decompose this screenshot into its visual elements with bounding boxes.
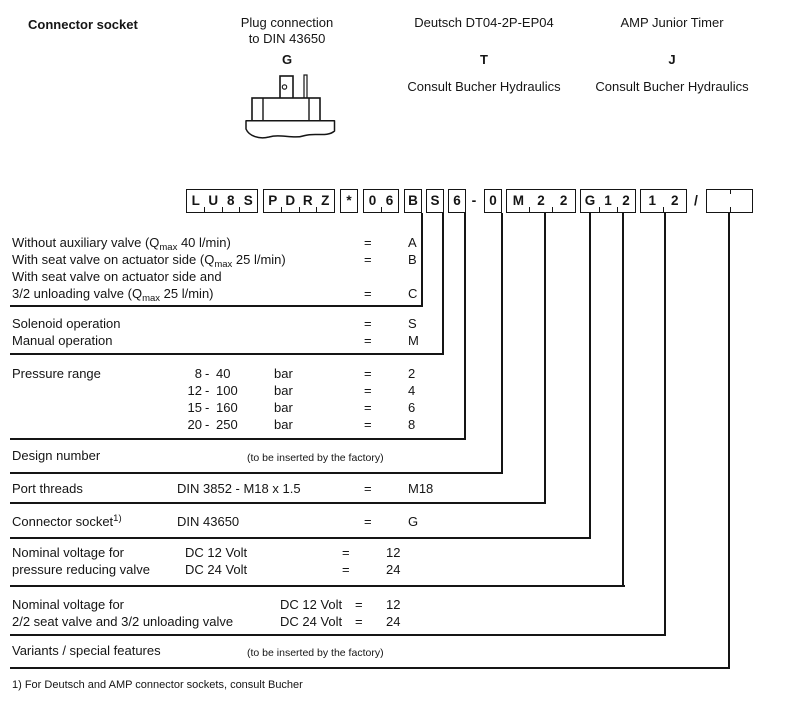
connector-line-volt-seat — [664, 213, 666, 636]
code-char: 6 — [453, 193, 461, 208]
section-rule-pressure — [10, 438, 466, 440]
code-value: 12 — [386, 597, 401, 612]
code-box-lu8s — [186, 189, 258, 213]
operation-row-label: Solenoid operation — [12, 316, 121, 331]
design-number-note: (to be inserted by the factory) — [247, 452, 384, 464]
code-slash: / — [694, 192, 698, 208]
tick — [730, 207, 731, 212]
code-box-m22 — [506, 189, 576, 213]
code-char: P — [268, 193, 278, 208]
code-box-star — [340, 189, 358, 213]
equals-sign: = — [364, 400, 372, 415]
code-box-g12 — [580, 189, 636, 213]
plug-connection-title-line2: to DIN 43650 — [248, 31, 326, 46]
section-rule-operation — [10, 353, 444, 355]
code-box-pdrz — [263, 189, 335, 213]
code-char: 6 — [381, 190, 398, 212]
code-value: 24 — [386, 562, 401, 577]
operation-row-label: Manual operation — [12, 333, 113, 348]
code-char: D — [282, 190, 300, 212]
equals-sign: = — [355, 597, 363, 612]
pressure-min: 12 — [187, 383, 202, 398]
code-char: Z — [317, 190, 335, 212]
plug-code-g: G — [281, 52, 293, 67]
port-threads-spec: DIN 3852 - M18 x 1.5 — [177, 481, 301, 496]
range-dash: - — [205, 400, 210, 415]
equals-sign: = — [364, 417, 372, 432]
aux-row-label: With seat valve on actuator side ($Q_{max}$ 25 l/min) — [12, 252, 286, 270]
section-rule-design — [10, 472, 503, 474]
amp-note: Consult Bucher Hydraulics — [595, 79, 749, 94]
code-box-0 — [484, 189, 502, 213]
pressure-unit: bar — [274, 383, 293, 398]
volt-seat-spec: DC 24 Volt — [280, 614, 343, 629]
variants-note: (to be inserted by the factory) — [247, 647, 384, 659]
pressure-max: 40 — [216, 366, 231, 381]
variants-label: Variants / special features — [12, 643, 161, 658]
pressure-unit: bar — [274, 400, 293, 415]
equals-sign: = — [355, 614, 363, 629]
code-char: L — [191, 193, 200, 208]
plug-drawing — [244, 72, 340, 146]
code-char: 2 — [530, 190, 553, 212]
code-char: 2 — [617, 190, 635, 212]
connector-line-port — [544, 213, 546, 504]
connector-line-connector — [589, 213, 591, 539]
volt-prv-label-line1: Nominal voltage for — [12, 545, 124, 560]
volt-seat-label-line2: 2/2 seat valve and 3/2 unloading valve — [12, 614, 234, 629]
plug-connection-title-line1: Plug connection — [240, 15, 334, 30]
code-box-variants-empty — [706, 189, 753, 213]
volt-seat-label-line1: Nominal voltage for — [12, 597, 124, 612]
pressure-max: 250 — [216, 417, 238, 432]
connector-socket-label: Connector socket$^{1)}$ — [12, 513, 122, 529]
code-char: 1 — [648, 193, 656, 208]
code-char: 0 — [368, 193, 377, 208]
code-char: R — [299, 190, 317, 212]
connector-line-aux — [421, 213, 423, 307]
equals-sign: = — [364, 252, 372, 267]
volt-prv-spec: DC 24 Volt — [185, 562, 248, 577]
code-box-b — [404, 189, 422, 213]
code-value: 6 — [408, 400, 416, 415]
pressure-unit: bar — [274, 366, 293, 381]
equals-sign: = — [364, 514, 372, 529]
tick — [730, 190, 731, 194]
code-char: S — [240, 190, 258, 212]
pressure-max: 100 — [216, 383, 238, 398]
section-rule-aux — [10, 305, 423, 307]
amp-title: AMP Junior Timer — [620, 15, 724, 30]
code-char: G — [584, 193, 596, 208]
port-threads-label: Port threads — [12, 481, 83, 496]
equals-sign: = — [364, 316, 372, 331]
section-rule-connector — [10, 537, 591, 539]
connector-line-variants — [728, 213, 730, 669]
code-char: S — [430, 193, 440, 208]
equals-sign: = — [364, 366, 372, 381]
deutsch-code-t: T — [480, 52, 488, 67]
code-value: 2 — [408, 366, 416, 381]
code-box-12 — [640, 189, 687, 213]
equals-sign: = — [364, 286, 372, 301]
code-char: 8 — [222, 190, 240, 212]
code-box-s — [426, 189, 444, 213]
code-value: M18 — [408, 481, 434, 496]
code-char: 1 — [599, 190, 617, 212]
equals-sign: = — [342, 562, 350, 577]
pressure-max: 160 — [216, 400, 238, 415]
pressure-min: 20 — [187, 417, 202, 432]
code-char: B — [408, 193, 418, 208]
pressure-unit: bar — [274, 417, 293, 432]
deutsch-title: Deutsch DT04-2P-EP04 — [414, 15, 554, 30]
connector-line-design — [501, 213, 503, 474]
code-value: B — [408, 252, 417, 267]
equals-sign: = — [364, 383, 372, 398]
range-dash: - — [205, 417, 210, 432]
code-value: C — [408, 286, 418, 301]
range-dash: - — [205, 366, 210, 381]
section-rule-volt-prv — [10, 585, 625, 587]
code-char: 0 — [489, 193, 497, 208]
code-char: M — [512, 193, 524, 208]
pressure-min: 15 — [187, 400, 202, 415]
code-value: 4 — [408, 383, 416, 398]
aux-row-label: Without auxiliary valve ($Q_{max}$ 40 l/min) — [12, 235, 231, 253]
design-number-label: Design number — [12, 448, 101, 463]
code-value: S — [408, 316, 417, 331]
code-char: 2 — [664, 190, 687, 212]
volt-prv-label-line2: pressure reducing valve — [12, 562, 151, 577]
code-value: 8 — [408, 417, 416, 432]
section-rule-port — [10, 502, 546, 504]
code-value: A — [408, 235, 417, 250]
connector-line-operation — [442, 213, 444, 355]
code-value: 24 — [386, 614, 401, 629]
aux-row-label: 3/2 unloading valve ($Q_{max}$ 25 l/min) — [12, 286, 214, 304]
section-rule-variants — [10, 667, 730, 669]
volt-seat-spec: DC 12 Volt — [280, 597, 343, 612]
equals-sign: = — [364, 235, 372, 250]
volt-prv-spec: DC 12 Volt — [185, 545, 248, 560]
code-char: 2 — [552, 190, 575, 212]
pressure-range-label: Pressure range — [12, 366, 101, 381]
code-box-06 — [363, 189, 399, 213]
code-value: M — [408, 333, 419, 348]
equals-sign: = — [364, 333, 372, 348]
deutsch-note: Consult Bucher Hydraulics — [407, 79, 561, 94]
equals-sign: = — [364, 481, 372, 496]
code-value: G — [408, 514, 419, 529]
code-char: U — [205, 190, 223, 212]
aux-row-label: With seat valve on actuator side and — [12, 269, 222, 284]
section-rule-volt-seat — [10, 634, 666, 636]
connector-socket-spec: DIN 43650 — [177, 514, 240, 529]
footnote: 1) For Deutsch and AMP connector sockets, consult Bucher — [12, 679, 303, 691]
connector-line-volt-prv — [622, 213, 624, 587]
range-dash: - — [205, 383, 210, 398]
amp-code-j: J — [668, 52, 676, 67]
code-dash: - — [471, 192, 477, 208]
equals-sign: = — [342, 545, 350, 560]
connector-line-pressure — [464, 213, 466, 440]
connector-socket-heading: Connector socket — [28, 17, 138, 32]
code-box-6 — [448, 189, 466, 213]
code-char: * — [346, 193, 352, 208]
code-value: 12 — [386, 545, 401, 560]
pressure-min: 8 — [194, 366, 202, 381]
